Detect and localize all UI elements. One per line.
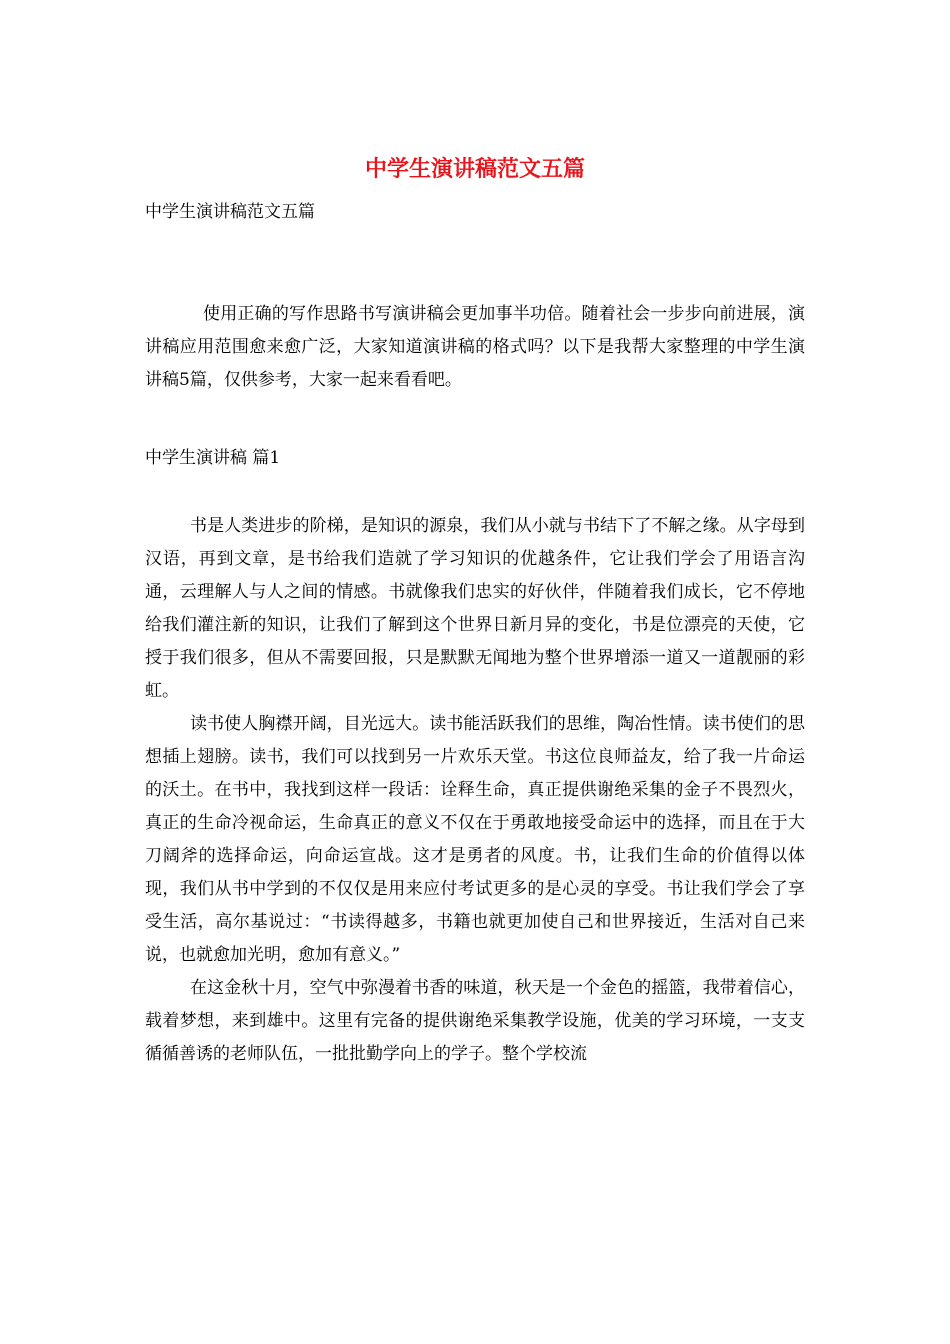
article-body	[145, 510, 805, 1071]
document-title: 中学生演讲稿范文五篇	[364, 156, 585, 182]
body-paragraph: 读书使人胸襟开阔，目光远大。读书能活跃我们的思维，陶冶性情。读书使们的思想插上翅膀。读书，我们可以找到另一片欢乐天堂。书这位良师益友，给了我一片命运的沃土。在书中，我找到这样一段话：诠释生命，真正提供谢绝采集的金子不畏烈火，真正的生命冷视命运，生命真正的意义不仅在于勇敢地接受命运中的选择，而且在于大刀阔斧的选择命运，向命运宣战。这才是勇者的风度。书，让我们生命的价值得以体现，我们从书中学到的不仅仅是用来应付考试更多的是心灵的享受。书让我们学会了享受生活，高尔基说过：“书读得越多，书籍也就更加使自己和世界接近，生活对自己来说，也就愈加光明，愈加有意义。”	[145, 714, 805, 965]
body-paragraph: 书是人类进步的阶梯，是知识的源泉，我们从小就与书结下了不解之缘。从字母到汉语，再到文章，是书给我们造就了学习知识的优越条件，它让我们学会了用语言沟通，云理解人与人之间的情感。书就像我们忠实的好伙伴，伴随着我们成长，它不停地给我们灌注新的知识，让我们了解到这个世界日新月异的变化，书是位漂亮的天使，它授于我们很多，但从不需要回报，只是默默无闻地为整个世界增添一道又一道靓丽的彩虹。	[145, 516, 805, 701]
intro-paragraph: 使用正确的写作思路书写演讲稿会更加事半功倍。随着社会一步步向前进展，演讲稿应用范围愈来愈广泛，大家知道演讲稿的格式吗？以下是我帮大家整理的中学生演讲稿5篇，仅供参考，大家一起来看看吧。	[145, 304, 805, 390]
body-paragraph: 在这金秋十月，空气中弥漫着书香的味道，秋天是一个金色的摇篮，我带着信心，载着梦想，来到雄中。这里有完备的提供谢绝采集教学设施，优美的学习环境，一支支循循善诱的老师队伍，一批批勤学向上的学子。整个学校流	[145, 978, 805, 1064]
document-subtitle: 中学生演讲稿范文五篇	[145, 202, 315, 222]
section-heading: 中学生演讲稿 篇1	[145, 448, 281, 468]
